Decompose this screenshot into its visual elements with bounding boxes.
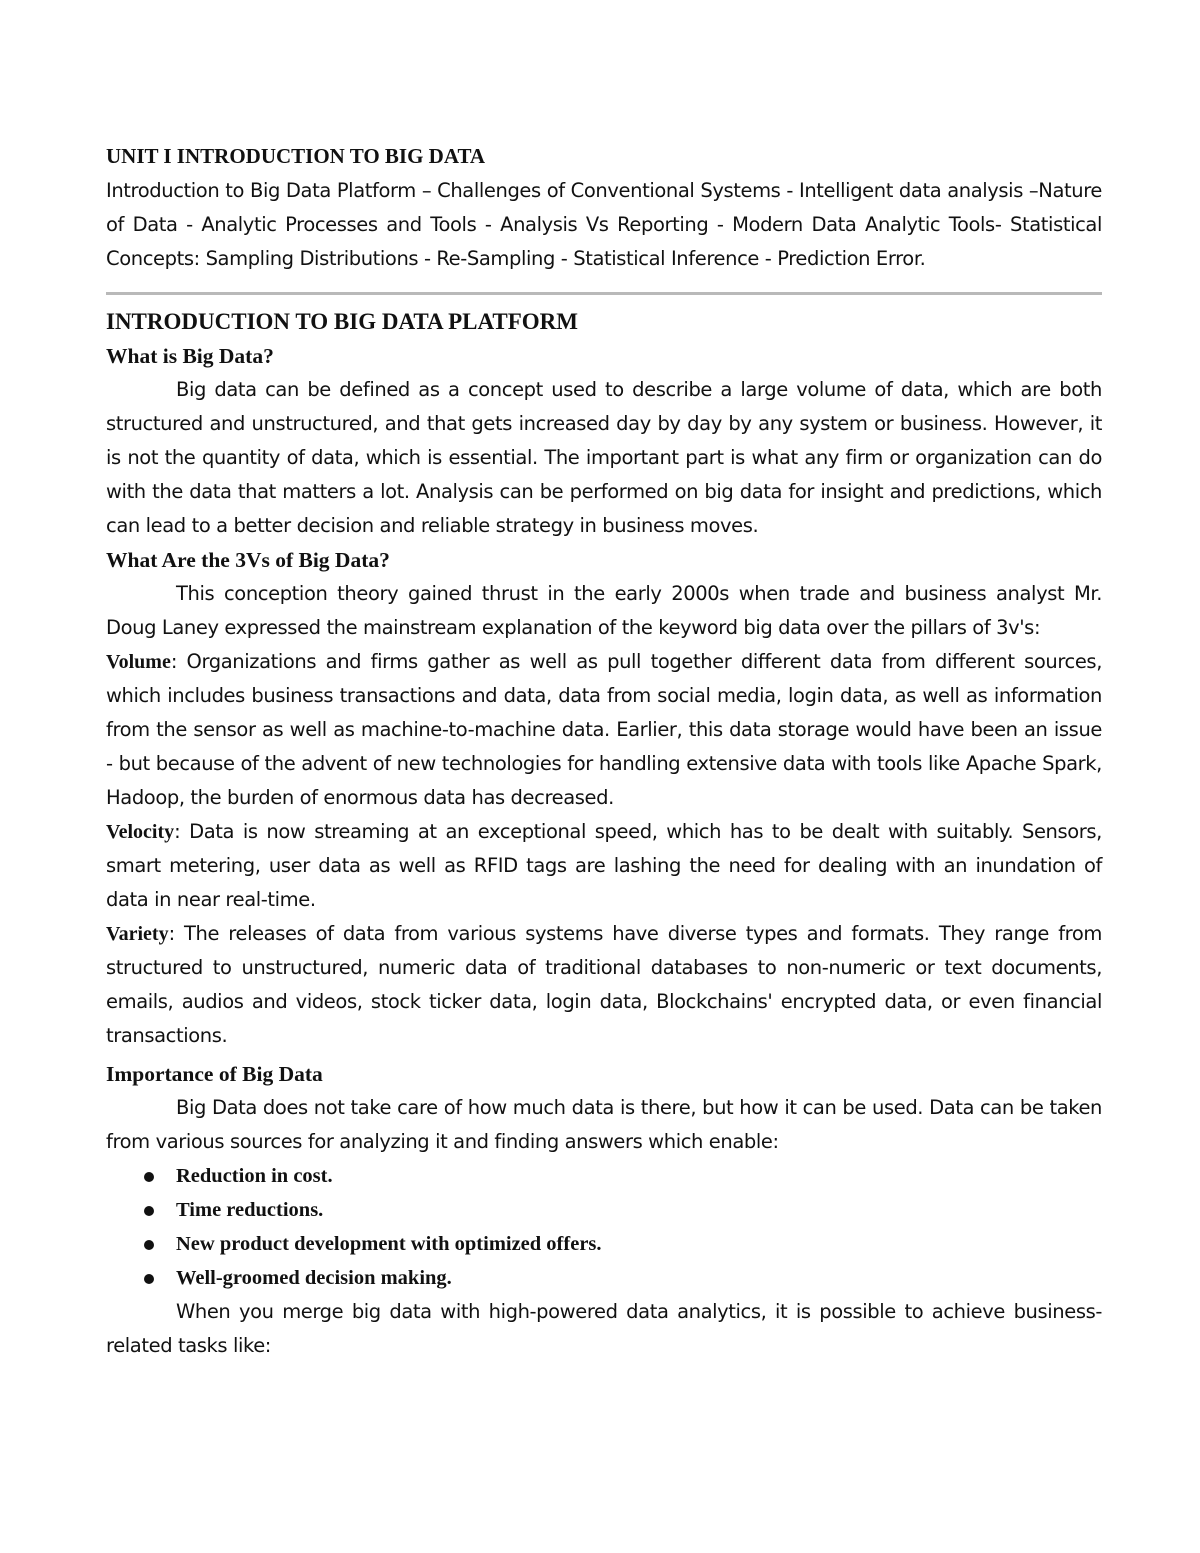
document-page <box>106 138 1102 1363</box>
paragraph-velocity <box>106 815 1102 917</box>
paragraph-what-is-big-data: Big data can be defined as a concept used to describe a large volume of data, which are both structured and unstructured, and that gets increased day by day by any system or business. However, it is not the quantity of data, which is essential. The important part is what any firm or organization can do with the data that matters a lot. Analysis can be performed on big data for insight and predictions, which can lead to a better decision and reliable strategy in business moves. <box>106 378 1102 537</box>
list-item <box>106 1193 1102 1227</box>
list-item-text: Reduction in cost. <box>176 1165 333 1187</box>
paragraph-variety <box>106 917 1102 1053</box>
bullet-icon <box>144 1274 154 1284</box>
list-item-text: New product development with optimized offers. <box>176 1233 602 1255</box>
term-velocity: Velocity <box>106 821 175 843</box>
importance-bullet-list <box>106 1159 1102 1295</box>
bullet-icon <box>144 1240 154 1250</box>
paragraph-closing: When you merge big data with high-powered data analytics, it is possible to achieve business-related tasks like: <box>106 1300 1102 1357</box>
paragraph-importance-intro: Big Data does not take care of how much data is there, but how it can be used. Data can be taken from various sources for analyzing it and finding answers which enable: <box>106 1096 1102 1153</box>
heading-importance: Importance of Big Data <box>106 1062 323 1086</box>
list-item <box>106 1261 1102 1295</box>
paragraph-volume <box>106 645 1102 815</box>
term-variety: Variety <box>106 923 169 945</box>
heading-what-is-big-data: What is Big Data? <box>106 344 274 368</box>
text-velocity: : Data is now streaming at an exceptional speed, which has to be dealt with suitably. Sensors, smart metering, user data as well as RFID tags are lashing the need for dealing with an inundation of data in near real-time. <box>106 820 1102 911</box>
unit-title: UNIT I INTRODUCTION TO BIG DATA <box>106 144 486 168</box>
list-item-text: Time reductions. <box>176 1199 324 1221</box>
section-title: INTRODUCTION TO BIG DATA PLATFORM <box>106 309 578 334</box>
text-variety: : The releases of data from various systems have diverse types and formats. They range from structured to unstructured, numeric data of traditional databases to non-numeric or text documents, emails, audios and videos, stock ticker data, login data, Blockchains' encrypted data, or even financial transactions. <box>106 922 1102 1047</box>
bullet-icon <box>144 1206 154 1216</box>
list-item <box>106 1159 1102 1193</box>
list-item <box>106 1227 1102 1261</box>
horizontal-divider <box>106 292 1102 295</box>
unit-syllabus: Introduction to Big Data Platform – Challenges of Conventional Systems - Intelligent data analysis –Nature of Data - Analytic Processes and Tools - Analysis Vs Reporting - Modern Data Analytic Tools- Statistical Concepts: Sampling Distributions - Re-Sampling - Statistical Inference - Prediction Error. <box>106 179 1102 270</box>
term-volume: Volume <box>106 651 171 673</box>
heading-3vs: What Are the 3Vs of Big Data? <box>106 548 390 572</box>
list-item-text: Well-groomed decision making. <box>176 1267 452 1289</box>
bullet-icon <box>144 1172 154 1182</box>
text-volume: : Organizations and firms gather as well as pull together different data from different sources, which includes business transactions and data, data from social media, login data, as well as information from the sensor as well as machine-to-machine data. Earlier, this data storage would have been an issue - but because of the advent of new technologies for handling extensive data with tools like Apache Spark, Hadoop, the burden of enormous data has decreased. <box>106 650 1102 809</box>
paragraph-3vs-intro: This conception theory gained thrust in the early 2000s when trade and business analyst Mr. Doug Laney expressed the mainstream explanation of the keyword big data over the pillars of 3v's: <box>106 582 1102 639</box>
